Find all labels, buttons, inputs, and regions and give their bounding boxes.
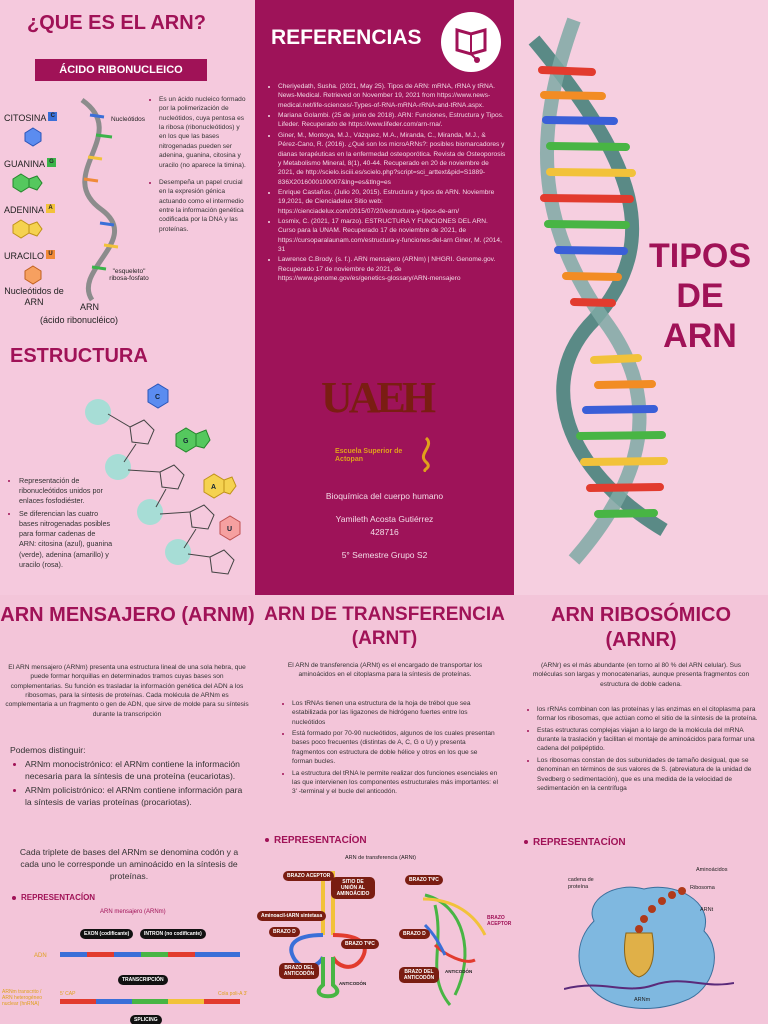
list-item: • Los ribosomas constan de dos subunidades de tamaño desigual, que se denominan en términos de sus valores de S. (abreviatura de la unidad de Svedberg o sedimentación), que es una medida de la velocidad de sedimentación en la centrífuga [537,756,760,793]
estructura-list [8,476,113,572]
uaeh-logo: UAEH [321,373,433,422]
mensajero-repr-heading: REPRESENTACÍON [12,893,95,902]
list-item: • los rRNAs combinan con las proteínas y las enzimas en el citoplasma para formar los ribosomas, que actúan como el sitio de la síntesis de la proteína. [537,705,760,724]
list-item: • ARNm policistrónico: el ARNm contiene información para la síntesis de varias proteínas (procariotas). [25,785,250,809]
book-icon-circle [441,12,501,72]
student-id: 428716 [370,526,399,537]
list-item: • ARNm monocistrónico: el ARNm contiene la información necesaria para la síntesis de una proteína (eucariotas). [25,759,250,783]
base-list [4,108,64,308]
transferencia-list [281,699,499,799]
trna-diagram: ARN de transferencia (ARNt) BRAZO ACEPTOR SITIO DE UNIÓN AL AMINOÁCIDO BRAZO TΨC Aminoacil-tARN sintetasa BRAZO D BRAZO TΨC BRAZO D BRAZO ACEPTOR BRAZO DEL ANTICODÓN ANTICODÓN BRAZO DEL ANTICODÓN ANTICODÓN [255,851,514,1024]
mensajero-distinguir: Podemos distinguir: [10,745,86,755]
svg-text:U: U [227,526,233,533]
svg-text:C: C [155,394,161,401]
heading-que-es-arn: ¿QUE ES EL ARN? [27,12,206,34]
section-arn-ribosomico [514,595,768,1024]
trna-cloverleaf-illustration [275,865,505,1020]
panel-referencias [255,0,514,595]
transferencia-intro: El ARN de transferencia (ARNt) es el encargado de transportar los aminoácidos en el citoplasma para la síntesis de proteínas. [287,662,483,679]
list-item: • Losmix, C. (2021, 17 marzo). ESTRUCTURA Y FUNCIONES DEL ARN. Curso para la UNAM. Recuperado 17 de noviembre de 2021, de https://cursoparalaunam.com/estructura-y-funciones-del-arn Giner, M. (2014, 31 [278,217,507,254]
list-item: • Estas estructuras complejas viajan a lo largo de la molécula del mRNA durante la traslación y facilitan el montaje de aminoácidos para formar una cadena del polipéptido. [537,726,760,754]
list-item: • Desempeña un papel crucial en la expresión génica actuando como el intermedio entre la información genética codificada por la DNA y las proteínas. [159,178,248,234]
band-acido-ribonucleico: ÁCIDO RIBONUCLEICO [35,59,207,81]
list-item: • Es un ácido nucleico formado por la polimerización de nucleótidos, cuya pentosa es la ribosa (ribonucleótidos) y en los que las bases nitrogenadas pueden ser adenina, guanina, citosina y uracilo (no aparece la timina). [159,95,248,170]
mensajero-triplete: Cada triplete de bases del ARNm se denomina codón y a cada uno le corresponde un aminoácido en la síntesis de proteínas. [19,847,239,881]
panel-tipos-detalle [0,595,768,1024]
list-item: • Los tRNAs tienen una estructura de la hoja de trébol que sea estabilizada por las ligazones de hidrógeno fuertes entre los nucleótidos [292,699,499,727]
nucleotides-label: Nucleótidos de ARN [4,286,64,307]
label-nucleotidos: Nucleótidos [111,116,145,123]
mensajero-intro: El ARN mensajero (ARNm) presenta una estructura lineal de una sola hebra, que puede formar horquillas en determinados tramos cuyas bases son complementarias. Su función es trasladar la información genética del ADN a los ribosomas, para la síntesis de proteínas. Cada molécula de ARNm es complementaria a un fragmento o gen de ADN, que sirve de molde para su síntesis durante la transcripción [5,664,249,718]
course-name: Bioquímica del cuerpo humano [325,491,444,501]
label-acido-ribonucleico: (ácido ribonucléico) [40,315,119,325]
ribosome-diagram: cadena de proteína Aminoácidos Ribosoma ARNt ARNm [514,857,768,1024]
uracilo-molecule-icon [22,264,44,286]
svg-text:A: A [211,484,217,491]
arn-definition-list [148,95,248,236]
pre-mrna-bar [60,999,240,1004]
label-esqueleto: "esqueleto" ribosa-fosfato [109,268,149,282]
list-item: • Representación de ribonucleótidos unidos por enlaces fosfodiéster. [19,476,113,507]
panel-tipos-arn [514,0,768,595]
mrna-diagram: ARN mensajero (ARNm) EXON (codificante) INTRON (no codificante) ADN TRANSCRIPCIÓN ARNm transcrito / ARN heterogéneo nuclear (hnRNA) 5' CAP Cola poli-A 3' SPLICING [2,909,248,1023]
ribosomico-intro: (ARNr) es el más abundante (en torno al 80 % del ARN celular). Sus moléculas son largas y monocatenarias, aunque presenta fragmentos con estructura de doble cadena. [532,662,750,688]
school-name: Escuela Superior de Actopan [335,448,403,464]
svg-text:G: G [183,438,189,445]
credits-block [255,490,514,561]
label-arn: ARN [80,302,100,312]
panel-que-es-arn [0,0,255,595]
heading-arn-mensajero: ARN MENSAJERO (ARNM) [0,604,255,626]
heading-referencias: REFERENCIAS [271,26,422,49]
base-citosina: CITOSINA C [4,108,64,154]
book-icon [441,12,501,72]
list-item: • La estructura del tRNA le permite realizar dos funciones esenciales en las que intervienen los componentes estructurales más importantes: el 3' -terminal y el bucle del anticodón. [292,769,499,797]
citosina-molecule-icon [22,126,44,148]
adenina-molecule-icon [12,218,46,240]
dna-bar [60,952,240,957]
list-item: • Enrique Castaños. (Julio 20, 2015). Estructura y tipos de ARN. Noviembre 19,2021, de Cienciadelux Sitio web: https://cienciadelux.com/2015/07/20/estructura-y-tipos-de-arn/ [278,188,507,216]
guanina-molecule-icon [12,172,46,194]
list-item: • Giner, M., Montoya, M.J., Vázquez, M.A., Miranda, C., Miranda, M.J., & Pérez-Cano, R. (2016). ¿Qué son los microARNs?: posibles biomarcadores y dianas terapéuticas en la enfermedad osteoporótica. Revista de Osteoporosis y Metabolismo Mineral, 8(1), 40-44. Recuperado en 20 de noviembre de 2021, de http://scielo.isciii.es/scielo.php?script=sci_arttext&pid=S1889-836X2016000100007&lng=es&tlng=es [278,131,507,187]
group-name: 5° Semestre Grupo S2 [341,549,428,560]
base-guanina: GUANINA G [4,154,64,200]
base-uracilo: URACILO U [4,246,64,286]
heading-arn-transferencia: ARN DE TRANSFERENCIA (ARNT) [264,604,505,649]
list-item: • Cheriyedath, Susha. (2021, May 25). Tipos de ARN: mRNA, rRNA y tRNA. News-Medical. Retrieved on November 19, 2021 from https://www.news-medical.net/life-sciences/-Types-of-RNA-mRNA-rRNA-and-tRNA.aspx. [278,82,507,110]
references-list [267,82,507,285]
school-logo-icon [415,436,437,472]
heading-estructura: ESTRUCTURA [10,345,148,367]
mensajero-list [14,759,250,810]
heading-tipos-de-arn: TIPOS DE ARN [648,237,752,356]
heading-arn-ribosomico: ARN RIBOSÓMICO (ARNR) [551,604,731,651]
list-item: • Mariana Golambi. (25 de junio de 2018). ARN: Funciones, Estructura y Tipos. Lifeder. Recuperado de https://www.lifeder.com/arn-rna/. [278,111,507,130]
list-item: • Lawrence C.Brody. (s. f.). ARN mensajero (ARNm) | NHGRI. Genome.gov. Recuperado 17 de noviembre de 2021, de https://www.genome.gov/es/genetics-glossary/ARN-mensajero [278,255,507,283]
transferencia-repr-heading: REPRESENTACÍON [265,835,367,846]
author-name: Yamileth Acosta Gutiérrez [335,514,434,525]
list-item: • Se diferencian las cuatro bases nitrogenadas posibles para formar cadenas de ARN: citosina (azul), guanina (verde), adenina (amarillo) y uracilo (rosa). [19,509,113,570]
ribosomico-list [526,705,760,795]
base-adenina: ADENINA A [4,200,64,246]
section-arn-mensajero [0,595,255,1024]
ribosomico-repr-heading: REPRESENTACÍON [524,837,626,848]
list-item: • Está formado por 70-90 nucleótidos, algunos de los cuales presentan bases poco frecuentes (distintas de A, C, G o U) y presenta fragmentos con estructura de doble hélice y otros en los que se forman bucles. [292,729,499,766]
section-arn-transferencia [255,595,514,1024]
